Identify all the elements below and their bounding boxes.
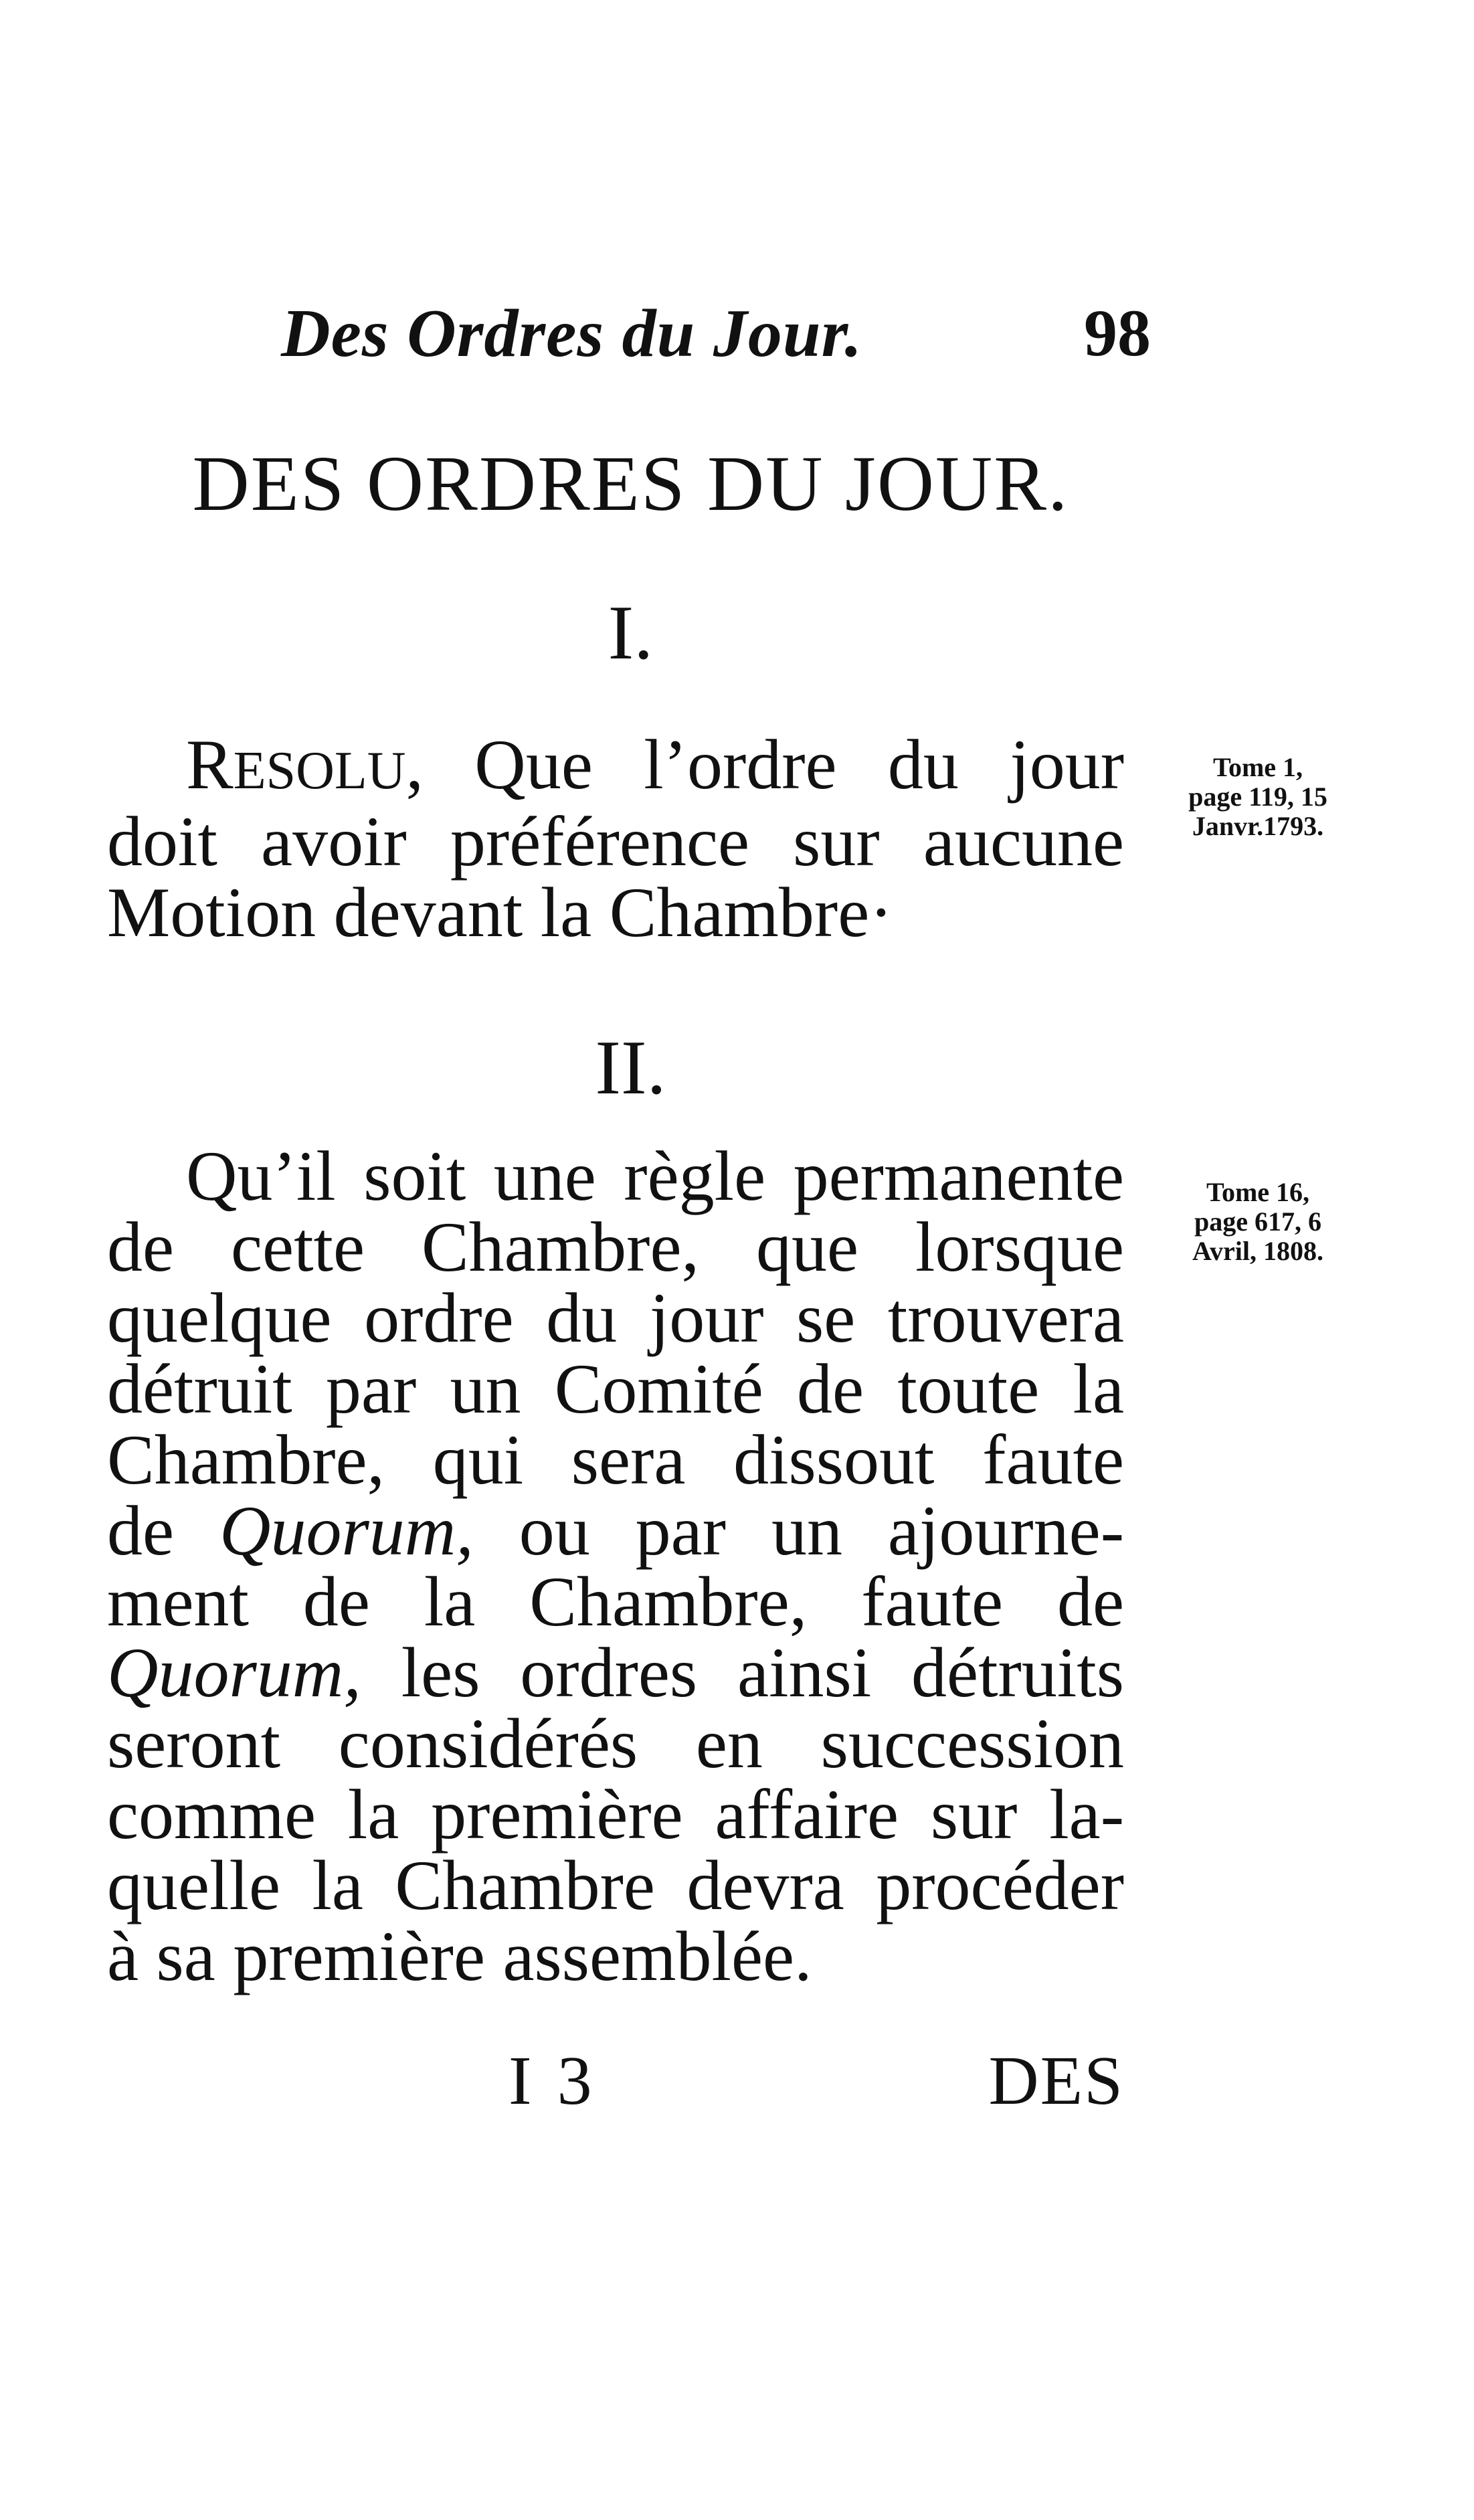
text-line-rest: , Que l’ordre du jour	[405, 725, 1124, 804]
margin-note-line: Avril, 1808.	[1192, 1236, 1323, 1266]
resolu-initial: R	[186, 725, 234, 804]
text-line: quelle la Chambre devra procéder	[107, 1846, 1124, 1924]
text-line	[107, 1492, 1125, 1570]
text-line: quelque ordre du jour se trouvera	[107, 1279, 1124, 1357]
margin-note-1	[1147, 753, 1368, 841]
signature-mark: I 3	[509, 2042, 596, 2119]
running-title: Des Ordres du Jour.	[281, 296, 863, 371]
text-line	[107, 725, 1124, 806]
text-line: seront considérés en succession	[107, 1704, 1124, 1783]
text-line: Chambre, qui sera dissout faute	[107, 1421, 1124, 1499]
text-line: Motion devant la Chambre·	[107, 873, 893, 952]
text-line: Qu’il soit une règle permanente	[186, 1137, 1124, 1215]
text-word: ou par un ajourne-	[519, 1492, 1125, 1570]
text-line: comme la première affaire sur la-	[107, 1775, 1124, 1854]
section-number-1: I.	[608, 590, 654, 676]
section-2-text	[107, 1137, 1125, 1995]
text-line: ment de la Chambre, faute de	[107, 1562, 1124, 1641]
section-number-2: II.	[595, 1025, 666, 1111]
margin-note-line: Tome 16,	[1206, 1177, 1310, 1207]
text-line: à sa première assemblée.	[107, 1917, 812, 1995]
text-line: de cette Chambre, que lorsque	[107, 1208, 1124, 1286]
running-head	[281, 294, 1151, 375]
chapter-title: DES ORDRES DU JOUR.	[192, 440, 1069, 527]
page-number: 98	[1084, 296, 1151, 370]
text-line: détruit par un Comité de toute la	[107, 1350, 1124, 1428]
catchword: DES	[988, 2042, 1124, 2119]
margin-note-line: Tome 1,	[1212, 752, 1303, 782]
section-1-text	[107, 725, 1124, 952]
text-word: les ordres ainsi détruits	[401, 1633, 1125, 1712]
quorum-italic: Quorum,	[219, 1492, 474, 1570]
text-line	[107, 1633, 1125, 1712]
text-word: de	[107, 1492, 175, 1570]
text-line: doit avoir préférence sur aucune	[107, 802, 1124, 881]
margin-note-line: Janvr.1793.	[1192, 811, 1324, 841]
resolu-smallcaps: ESOLU	[233, 741, 406, 800]
quorum-italic: Quorum,	[107, 1633, 361, 1712]
margin-note-line: page 119, 15	[1188, 782, 1327, 812]
margin-note-2	[1147, 1178, 1368, 1266]
margin-note-line: page 617, 6	[1194, 1206, 1321, 1237]
page-footer	[107, 2041, 1124, 2128]
